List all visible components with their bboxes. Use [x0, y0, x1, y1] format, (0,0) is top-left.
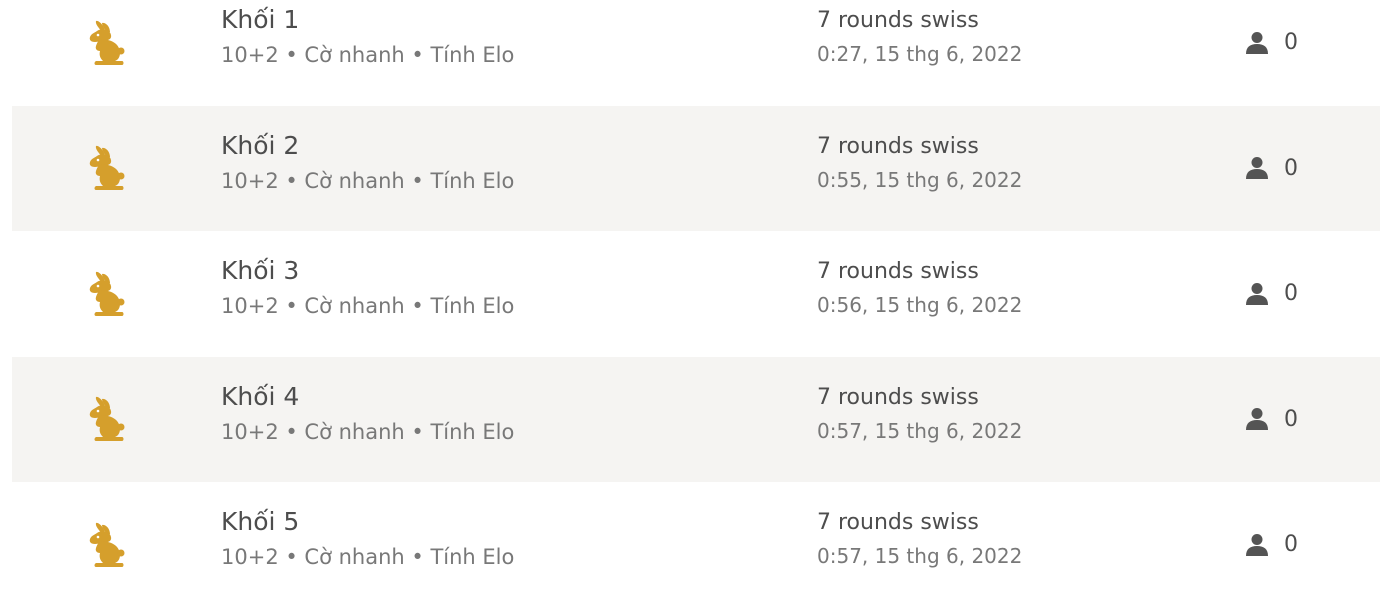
tournament-row[interactable] — [12, 357, 1380, 483]
tournament-schedule — [817, 6, 1022, 68]
tournament-row[interactable] — [12, 106, 1380, 232]
tournament-schedule — [817, 257, 1022, 319]
tournament-info — [221, 4, 514, 70]
player-count — [1244, 357, 1298, 483]
rabbit-icon — [76, 106, 132, 232]
person-icon — [1244, 281, 1270, 307]
tournament-info — [221, 506, 514, 572]
person-icon — [1244, 30, 1270, 56]
person-icon — [1244, 406, 1270, 432]
tournament-meta: 10+2 • Cờ nhanh • Tính Elo — [221, 43, 515, 67]
tournament-format: 7 rounds swiss — [817, 133, 979, 159]
player-count — [1244, 0, 1298, 106]
tournament-date: 0:57, 15 thg 6, 2022 — [817, 418, 1023, 443]
player-count — [1244, 482, 1298, 608]
tournament-format: 7 rounds swiss — [817, 384, 979, 410]
tournament-meta: 10+2 • Cờ nhanh • Tính Elo — [221, 294, 515, 318]
tournament-format: 7 rounds swiss — [817, 510, 979, 535]
tournament-schedule — [817, 383, 1022, 445]
tournament-name[interactable]: Khối 5 — [221, 507, 300, 536]
tournament-row[interactable] — [12, 231, 1380, 357]
tournament-date: 0:56, 15 thg 6, 2022 — [817, 293, 1023, 317]
tournament-info — [221, 255, 514, 321]
tournament-row[interactable] — [12, 482, 1380, 608]
tournament-format: 7 rounds swiss — [817, 8, 979, 33]
tournament-name[interactable]: Khối 1 — [221, 5, 300, 34]
rabbit-icon — [76, 231, 132, 357]
tournament-meta: 10+2 • Cờ nhanh • Tính Elo — [221, 545, 515, 569]
tournament-name[interactable]: Khối 3 — [221, 256, 300, 285]
tournament-meta: 10+2 • Cờ nhanh • Tính Elo — [221, 168, 515, 193]
tournament-info — [221, 130, 514, 196]
rabbit-icon — [76, 482, 132, 608]
player-count-value: 0 — [1284, 406, 1298, 432]
tournament-name[interactable]: Khối 2 — [221, 130, 300, 160]
player-count-value: 0 — [1284, 532, 1298, 558]
tournament-meta: 10+2 • Cờ nhanh • Tính Elo — [221, 419, 515, 444]
tournament-date: 0:27, 15 thg 6, 2022 — [817, 42, 1023, 66]
tournament-info — [221, 381, 514, 447]
tournament-row[interactable] — [12, 0, 1380, 106]
tournament-schedule — [817, 132, 1022, 194]
tournament-name[interactable]: Khối 4 — [221, 381, 300, 411]
person-icon — [1244, 155, 1270, 181]
tournament-list — [12, 0, 1380, 608]
player-count-value: 0 — [1284, 155, 1298, 181]
tournament-format: 7 rounds swiss — [817, 259, 979, 284]
player-count-value: 0 — [1284, 30, 1298, 56]
player-count — [1244, 106, 1298, 232]
tournament-schedule — [817, 508, 1022, 570]
player-count — [1244, 231, 1298, 357]
person-icon — [1244, 532, 1270, 558]
player-count-value: 0 — [1284, 281, 1298, 307]
tournament-date: 0:57, 15 thg 6, 2022 — [817, 544, 1023, 568]
tournament-date: 0:55, 15 thg 6, 2022 — [817, 167, 1023, 192]
rabbit-icon — [76, 357, 132, 483]
rabbit-icon — [76, 0, 132, 106]
